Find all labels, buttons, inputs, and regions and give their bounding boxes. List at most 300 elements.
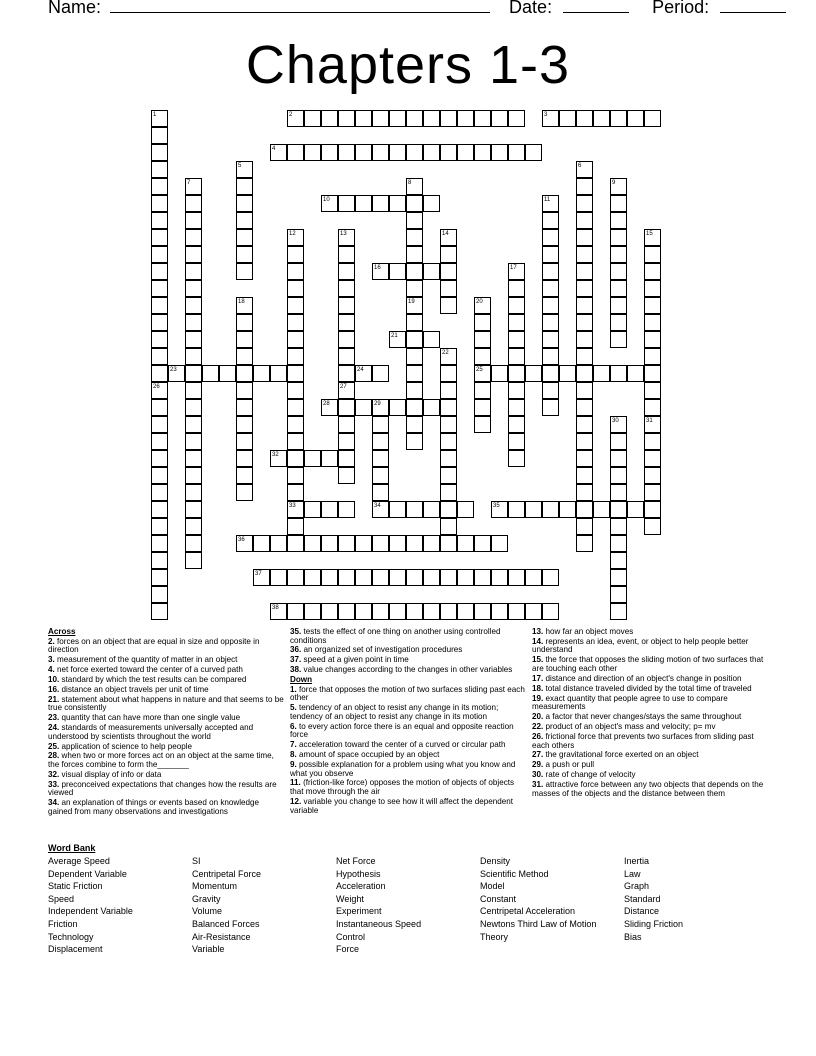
crossword-cell[interactable]	[389, 195, 406, 212]
crossword-cell[interactable]	[372, 603, 389, 620]
crossword-cell[interactable]	[355, 110, 372, 127]
crossword-cell[interactable]	[423, 110, 440, 127]
crossword-cell[interactable]	[440, 535, 457, 552]
crossword-cell[interactable]	[338, 144, 355, 161]
crossword-cell[interactable]	[525, 365, 542, 382]
crossword-cell[interactable]	[457, 535, 474, 552]
crossword-cell[interactable]	[542, 110, 559, 127]
crossword-cell[interactable]	[406, 212, 423, 229]
crossword-cell[interactable]	[576, 382, 593, 399]
crossword-cell[interactable]	[576, 484, 593, 501]
crossword-cell[interactable]	[287, 280, 304, 297]
crossword-cell[interactable]	[185, 365, 202, 382]
crossword-cell[interactable]	[355, 144, 372, 161]
crossword-cell[interactable]	[304, 501, 321, 518]
crossword-cell[interactable]	[151, 127, 168, 144]
crossword-cell[interactable]	[304, 603, 321, 620]
crossword-cell[interactable]	[610, 263, 627, 280]
crossword-cell[interactable]	[338, 603, 355, 620]
crossword-cell[interactable]	[151, 518, 168, 535]
crossword-cell[interactable]	[338, 467, 355, 484]
crossword-cell[interactable]	[236, 178, 253, 195]
crossword-cell[interactable]	[236, 229, 253, 246]
crossword-cell[interactable]	[610, 246, 627, 263]
crossword-cell[interactable]	[542, 331, 559, 348]
crossword-cell[interactable]	[440, 450, 457, 467]
crossword-cell[interactable]	[270, 144, 287, 161]
crossword-cell[interactable]	[168, 365, 185, 382]
crossword-cell[interactable]	[457, 603, 474, 620]
crossword-cell[interactable]	[508, 569, 525, 586]
crossword-cell[interactable]	[610, 501, 627, 518]
crossword-cell[interactable]	[644, 484, 661, 501]
crossword-cell[interactable]	[406, 297, 423, 314]
crossword-cell[interactable]	[576, 433, 593, 450]
crossword-cell[interactable]	[355, 195, 372, 212]
crossword-cell[interactable]	[508, 416, 525, 433]
crossword-cell[interactable]	[338, 416, 355, 433]
crossword-cell[interactable]	[576, 297, 593, 314]
crossword-cell[interactable]	[610, 535, 627, 552]
crossword-cell[interactable]	[185, 416, 202, 433]
crossword-cell[interactable]	[338, 365, 355, 382]
crossword-cell[interactable]	[423, 263, 440, 280]
crossword-cell[interactable]	[576, 467, 593, 484]
crossword-cell[interactable]	[525, 569, 542, 586]
crossword-cell[interactable]	[151, 195, 168, 212]
crossword-cell[interactable]	[151, 161, 168, 178]
crossword-cell[interactable]	[270, 365, 287, 382]
crossword-cell[interactable]	[406, 280, 423, 297]
crossword-cell[interactable]	[185, 467, 202, 484]
crossword-cell[interactable]	[576, 161, 593, 178]
crossword-cell[interactable]	[151, 416, 168, 433]
crossword-cell[interactable]	[151, 348, 168, 365]
crossword-cell[interactable]	[338, 331, 355, 348]
crossword-cell[interactable]	[610, 195, 627, 212]
crossword-cell[interactable]	[236, 365, 253, 382]
crossword-cell[interactable]	[508, 280, 525, 297]
crossword-cell[interactable]	[372, 484, 389, 501]
crossword-cell[interactable]	[236, 161, 253, 178]
crossword-cell[interactable]	[576, 212, 593, 229]
crossword-cell[interactable]	[338, 263, 355, 280]
crossword-cell[interactable]	[185, 246, 202, 263]
crossword-cell[interactable]	[508, 331, 525, 348]
crossword-cell[interactable]	[338, 569, 355, 586]
crossword-cell[interactable]	[338, 229, 355, 246]
crossword-cell[interactable]	[576, 535, 593, 552]
crossword-cell[interactable]	[287, 365, 304, 382]
crossword-cell[interactable]	[423, 331, 440, 348]
crossword-cell[interactable]	[508, 382, 525, 399]
crossword-cell[interactable]	[321, 569, 338, 586]
crossword-cell[interactable]	[423, 144, 440, 161]
crossword-cell[interactable]	[610, 110, 627, 127]
crossword-cell[interactable]	[219, 365, 236, 382]
crossword-cell[interactable]	[389, 569, 406, 586]
crossword-cell[interactable]	[593, 110, 610, 127]
crossword-cell[interactable]	[253, 569, 270, 586]
crossword-cell[interactable]	[457, 144, 474, 161]
crossword-cell[interactable]	[287, 229, 304, 246]
crossword-cell[interactable]	[338, 348, 355, 365]
crossword-cell[interactable]	[644, 280, 661, 297]
crossword-cell[interactable]	[644, 297, 661, 314]
crossword-cell[interactable]	[236, 212, 253, 229]
crossword-cell[interactable]	[644, 229, 661, 246]
crossword-cell[interactable]	[440, 416, 457, 433]
crossword-cell[interactable]	[389, 144, 406, 161]
crossword-cell[interactable]	[338, 433, 355, 450]
crossword-cell[interactable]	[508, 501, 525, 518]
crossword-cell[interactable]	[406, 365, 423, 382]
crossword-cell[interactable]	[440, 263, 457, 280]
crossword-cell[interactable]	[338, 110, 355, 127]
crossword-cell[interactable]	[151, 467, 168, 484]
crossword-cell[interactable]	[151, 331, 168, 348]
crossword-cell[interactable]	[287, 348, 304, 365]
crossword-cell[interactable]	[610, 178, 627, 195]
crossword-cell[interactable]	[151, 229, 168, 246]
crossword-cell[interactable]	[287, 246, 304, 263]
crossword-cell[interactable]	[355, 399, 372, 416]
crossword-cell[interactable]	[508, 348, 525, 365]
crossword-cell[interactable]	[389, 603, 406, 620]
crossword-cell[interactable]	[287, 110, 304, 127]
crossword-cell[interactable]	[542, 365, 559, 382]
crossword-cell[interactable]	[644, 348, 661, 365]
crossword-cell[interactable]	[576, 178, 593, 195]
crossword-cell[interactable]	[491, 110, 508, 127]
crossword-cell[interactable]	[508, 314, 525, 331]
crossword-cell[interactable]	[185, 212, 202, 229]
crossword-cell[interactable]	[236, 450, 253, 467]
crossword-cell[interactable]	[151, 144, 168, 161]
crossword-cell[interactable]	[236, 263, 253, 280]
crossword-cell[interactable]	[559, 110, 576, 127]
crossword-cell[interactable]	[389, 331, 406, 348]
crossword-cell[interactable]	[440, 603, 457, 620]
crossword-cell[interactable]	[287, 433, 304, 450]
crossword-cell[interactable]	[236, 246, 253, 263]
crossword-cell[interactable]	[372, 535, 389, 552]
crossword-cell[interactable]	[576, 450, 593, 467]
crossword-cell[interactable]	[372, 416, 389, 433]
crossword-cell[interactable]	[440, 280, 457, 297]
crossword-cell[interactable]	[576, 399, 593, 416]
crossword-cell[interactable]	[491, 365, 508, 382]
crossword-cell[interactable]	[304, 110, 321, 127]
crossword-cell[interactable]	[287, 535, 304, 552]
crossword-cell[interactable]	[151, 280, 168, 297]
crossword-cell[interactable]	[151, 314, 168, 331]
crossword-cell[interactable]	[151, 263, 168, 280]
crossword-cell[interactable]	[542, 212, 559, 229]
crossword-cell[interactable]	[321, 144, 338, 161]
crossword-cell[interactable]	[236, 382, 253, 399]
crossword-cell[interactable]	[321, 399, 338, 416]
crossword-cell[interactable]	[270, 569, 287, 586]
crossword-cell[interactable]	[644, 501, 661, 518]
crossword-cell[interactable]	[389, 399, 406, 416]
crossword-cell[interactable]	[508, 144, 525, 161]
crossword-cell[interactable]	[236, 348, 253, 365]
crossword-cell[interactable]	[236, 331, 253, 348]
crossword-cell[interactable]	[542, 229, 559, 246]
crossword-cell[interactable]	[236, 416, 253, 433]
crossword-cell[interactable]	[644, 331, 661, 348]
crossword-cell[interactable]	[236, 433, 253, 450]
crossword-cell[interactable]	[440, 501, 457, 518]
crossword-cell[interactable]	[270, 603, 287, 620]
crossword-cell[interactable]	[151, 450, 168, 467]
crossword-cell[interactable]	[440, 110, 457, 127]
crossword-cell[interactable]	[321, 450, 338, 467]
crossword-cell[interactable]	[440, 569, 457, 586]
crossword-cell[interactable]	[185, 314, 202, 331]
crossword-cell[interactable]	[525, 603, 542, 620]
crossword-cell[interactable]	[338, 314, 355, 331]
crossword-cell[interactable]	[474, 348, 491, 365]
crossword-cell[interactable]	[406, 229, 423, 246]
crossword-cell[interactable]	[440, 518, 457, 535]
crossword-cell[interactable]	[610, 603, 627, 620]
crossword-cell[interactable]	[338, 501, 355, 518]
crossword-cell[interactable]	[576, 501, 593, 518]
crossword-cell[interactable]	[542, 246, 559, 263]
crossword-cell[interactable]	[610, 518, 627, 535]
crossword-cell[interactable]	[372, 433, 389, 450]
crossword-cell[interactable]	[338, 450, 355, 467]
crossword-cell[interactable]	[185, 178, 202, 195]
crossword-cell[interactable]	[508, 399, 525, 416]
crossword-cell[interactable]	[253, 365, 270, 382]
crossword-cell[interactable]	[236, 297, 253, 314]
crossword-cell[interactable]	[151, 552, 168, 569]
crossword-cell[interactable]	[610, 297, 627, 314]
crossword-cell[interactable]	[406, 348, 423, 365]
crossword-cell[interactable]	[406, 110, 423, 127]
crossword-cell[interactable]	[151, 484, 168, 501]
crossword-cell[interactable]	[508, 450, 525, 467]
crossword-cell[interactable]	[321, 501, 338, 518]
crossword-cell[interactable]	[644, 518, 661, 535]
crossword-cell[interactable]	[491, 144, 508, 161]
crossword-cell[interactable]	[355, 535, 372, 552]
crossword-cell[interactable]	[576, 416, 593, 433]
crossword-cell[interactable]	[542, 603, 559, 620]
crossword-cell[interactable]	[576, 280, 593, 297]
crossword-cell[interactable]	[474, 603, 491, 620]
crossword-cell[interactable]	[287, 416, 304, 433]
crossword-cell[interactable]	[576, 518, 593, 535]
crossword-cell[interactable]	[542, 314, 559, 331]
crossword-cell[interactable]	[304, 450, 321, 467]
crossword-cell[interactable]	[236, 399, 253, 416]
crossword-cell[interactable]	[576, 348, 593, 365]
crossword-cell[interactable]	[474, 297, 491, 314]
crossword-cell[interactable]	[576, 195, 593, 212]
crossword-cell[interactable]	[491, 501, 508, 518]
crossword-cell[interactable]	[321, 195, 338, 212]
crossword-cell[interactable]	[644, 467, 661, 484]
crossword-cell[interactable]	[287, 297, 304, 314]
crossword-cell[interactable]	[406, 331, 423, 348]
crossword-cell[interactable]	[151, 365, 168, 382]
crossword-cell[interactable]	[542, 399, 559, 416]
crossword-cell[interactable]	[576, 331, 593, 348]
crossword-cell[interactable]	[372, 144, 389, 161]
crossword-cell[interactable]	[644, 433, 661, 450]
crossword-cell[interactable]	[355, 603, 372, 620]
crossword-cell[interactable]	[185, 331, 202, 348]
crossword-cell[interactable]	[508, 263, 525, 280]
crossword-cell[interactable]	[610, 586, 627, 603]
crossword-cell[interactable]	[338, 399, 355, 416]
crossword-cell[interactable]	[542, 382, 559, 399]
crossword-cell[interactable]	[559, 365, 576, 382]
crossword-cell[interactable]	[304, 535, 321, 552]
crossword-cell[interactable]	[372, 569, 389, 586]
crossword-cell[interactable]	[474, 382, 491, 399]
crossword-cell[interactable]	[287, 382, 304, 399]
crossword-cell[interactable]	[338, 246, 355, 263]
crossword-cell[interactable]	[185, 348, 202, 365]
crossword-cell[interactable]	[474, 535, 491, 552]
crossword-cell[interactable]	[287, 603, 304, 620]
crossword-cell[interactable]	[576, 263, 593, 280]
crossword-cell[interactable]	[151, 297, 168, 314]
crossword-cell[interactable]	[440, 365, 457, 382]
crossword-cell[interactable]	[151, 399, 168, 416]
crossword-cell[interactable]	[185, 399, 202, 416]
crossword-cell[interactable]	[151, 110, 168, 127]
crossword-cell[interactable]	[474, 569, 491, 586]
crossword-cell[interactable]	[151, 501, 168, 518]
crossword-cell[interactable]	[406, 178, 423, 195]
crossword-cell[interactable]	[644, 263, 661, 280]
crossword-cell[interactable]	[372, 110, 389, 127]
crossword-cell[interactable]	[457, 501, 474, 518]
crossword-cell[interactable]	[287, 450, 304, 467]
crossword-cell[interactable]	[185, 229, 202, 246]
crossword-cell[interactable]	[542, 297, 559, 314]
crossword-cell[interactable]	[287, 501, 304, 518]
crossword-cell[interactable]	[440, 382, 457, 399]
crossword-cell[interactable]	[474, 144, 491, 161]
crossword-cell[interactable]	[406, 195, 423, 212]
crossword-cell[interactable]	[185, 535, 202, 552]
crossword-cell[interactable]	[423, 569, 440, 586]
crossword-cell[interactable]	[270, 535, 287, 552]
crossword-cell[interactable]	[491, 603, 508, 620]
crossword-cell[interactable]	[440, 144, 457, 161]
crossword-cell[interactable]	[440, 297, 457, 314]
crossword-cell[interactable]	[644, 399, 661, 416]
crossword-cell[interactable]	[542, 280, 559, 297]
crossword-cell[interactable]	[474, 314, 491, 331]
crossword-cell[interactable]	[185, 552, 202, 569]
crossword-cell[interactable]	[287, 518, 304, 535]
crossword-cell[interactable]	[372, 467, 389, 484]
crossword-cell[interactable]	[457, 110, 474, 127]
crossword-cell[interactable]	[508, 603, 525, 620]
crossword-cell[interactable]	[151, 535, 168, 552]
crossword-cell[interactable]	[270, 450, 287, 467]
crossword-cell[interactable]	[151, 586, 168, 603]
crossword-cell[interactable]	[185, 382, 202, 399]
crossword-cell[interactable]	[508, 297, 525, 314]
crossword-cell[interactable]	[151, 603, 168, 620]
crossword-cell[interactable]	[338, 195, 355, 212]
crossword-cell[interactable]	[576, 365, 593, 382]
crossword-cell[interactable]	[406, 416, 423, 433]
crossword-cell[interactable]	[457, 569, 474, 586]
crossword-cell[interactable]	[406, 603, 423, 620]
crossword-cell[interactable]	[610, 433, 627, 450]
crossword-cell[interactable]	[440, 399, 457, 416]
crossword-cell[interactable]	[321, 603, 338, 620]
crossword-cell[interactable]	[185, 280, 202, 297]
crossword-cell[interactable]	[372, 399, 389, 416]
crossword-cell[interactable]	[508, 110, 525, 127]
crossword-cell[interactable]	[355, 569, 372, 586]
crossword-cell[interactable]	[202, 365, 219, 382]
crossword-cell[interactable]	[423, 501, 440, 518]
crossword-cell[interactable]	[185, 450, 202, 467]
crossword-cell[interactable]	[304, 569, 321, 586]
crossword-cell[interactable]	[542, 263, 559, 280]
crossword-cell[interactable]	[644, 314, 661, 331]
crossword-cell[interactable]	[525, 501, 542, 518]
crossword-cell[interactable]	[474, 399, 491, 416]
crossword-cell[interactable]	[474, 365, 491, 382]
crossword-cell[interactable]	[440, 467, 457, 484]
crossword-cell[interactable]	[406, 263, 423, 280]
crossword-cell[interactable]	[440, 229, 457, 246]
crossword-cell[interactable]	[406, 246, 423, 263]
crossword-cell[interactable]	[644, 365, 661, 382]
crossword-cell[interactable]	[338, 535, 355, 552]
crossword-cell[interactable]	[287, 569, 304, 586]
crossword-cell[interactable]	[644, 450, 661, 467]
crossword-cell[interactable]	[406, 314, 423, 331]
crossword-cell[interactable]	[406, 399, 423, 416]
crossword-cell[interactable]	[610, 365, 627, 382]
crossword-cell[interactable]	[287, 144, 304, 161]
crossword-cell[interactable]	[253, 535, 270, 552]
crossword-cell[interactable]	[406, 569, 423, 586]
crossword-cell[interactable]	[576, 314, 593, 331]
crossword-cell[interactable]	[423, 399, 440, 416]
crossword-cell[interactable]	[610, 416, 627, 433]
crossword-cell[interactable]	[440, 246, 457, 263]
crossword-cell[interactable]	[151, 212, 168, 229]
crossword-cell[interactable]	[389, 263, 406, 280]
crossword-cell[interactable]	[644, 110, 661, 127]
crossword-cell[interactable]	[185, 484, 202, 501]
crossword-cell[interactable]	[338, 382, 355, 399]
crossword-cell[interactable]	[474, 416, 491, 433]
crossword-cell[interactable]	[559, 501, 576, 518]
crossword-cell[interactable]	[304, 144, 321, 161]
crossword-cell[interactable]	[185, 433, 202, 450]
crossword-cell[interactable]	[151, 433, 168, 450]
crossword-cell[interactable]	[423, 195, 440, 212]
crossword-cell[interactable]	[287, 399, 304, 416]
crossword-cell[interactable]	[287, 314, 304, 331]
